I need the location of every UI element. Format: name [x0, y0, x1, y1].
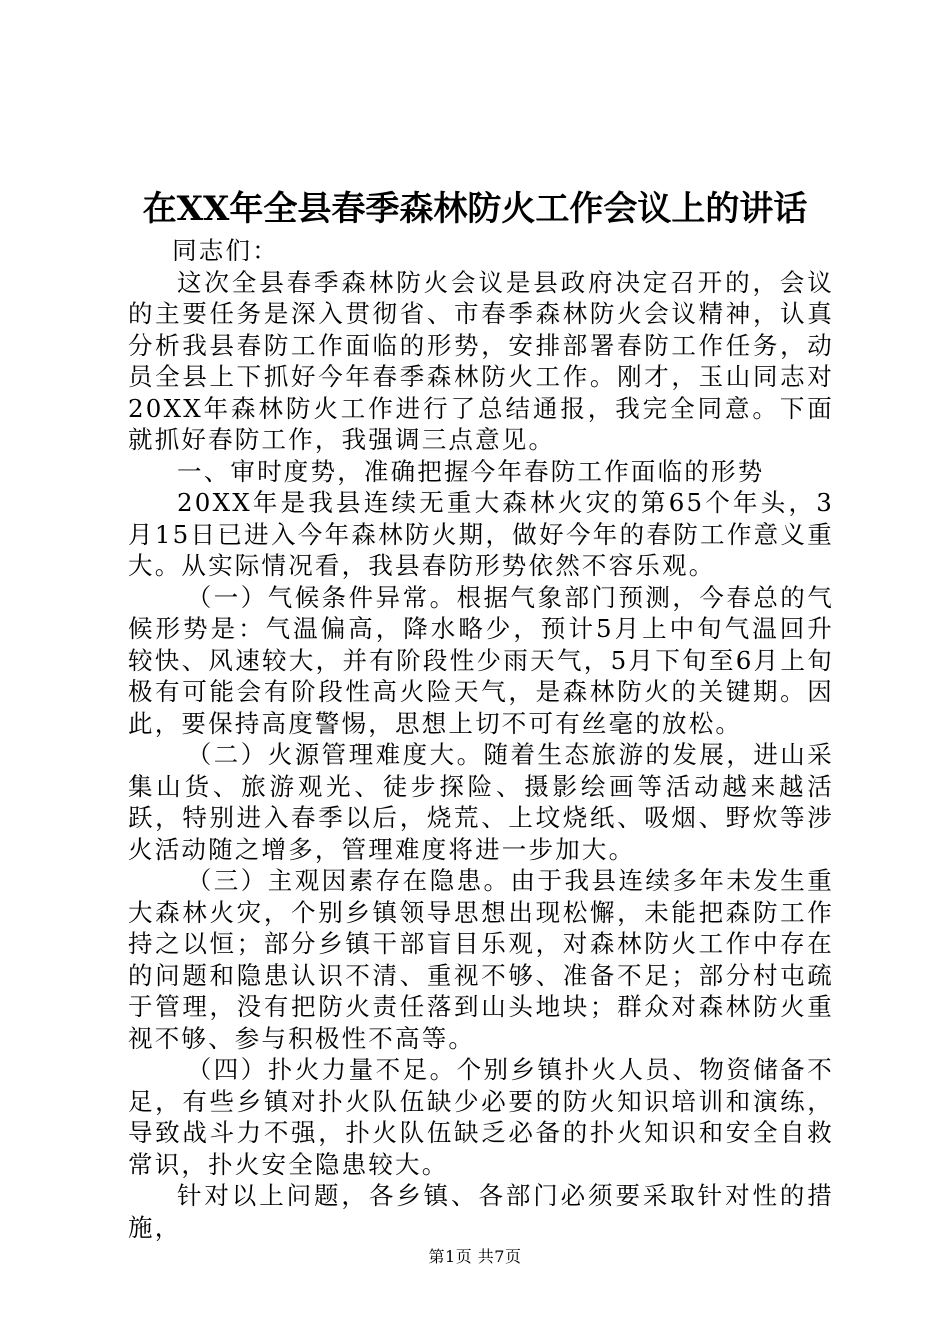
intro-paragraph: 这次全县春季森林防火会议是县政府决定召开的，会议的主要任务是深入贯彻省、市春季森林防火会议精神，认真分析我县春防工作面临的形势，安排部署春防工作任务，动员全县上下抓好今年春季森林防火工作。刚才，玉山同志对20XX年森林防火工作进行了总结通报，我完全同意。下面就抓好春防工作，我强调三点意见。 — [128, 267, 834, 454]
point-one-paragraph: （一）气候条件异常。根据气象部门预测，今春总的气候形势是：气温偏高，降水略少，预计5月上中旬气温回升较快、风速较大，并有阶段性少雨天气，5月下旬至6月上旬极有可能会有阶段性高火险天气，是森林防火的关键期。因此，要保持高度警惕，思想上切不可有丝毫的放松。 — [128, 582, 834, 738]
section-heading: 一、审时度势，准确把握今年春防工作面临的形势 — [177, 456, 765, 486]
situation-paragraph: 20XX年是我县连续无重大森林火灾的第65个年头，3月15日已进入今年森林防火期，做好今年的春防工作意义重大。从实际情况看，我县春防形势依然不容乐观。 — [128, 488, 834, 580]
point-three-paragraph: （三）主观因素存在隐患。由于我县连续多年未发生重大森林火灾，个别乡镇领导思想出现松懈，未能把森防工作持之以恒；部分乡镇干部盲目乐观，对森林防火工作中存在的问题和隐患认识不清、重视不够、准备不足；部分村屯疏于管理，没有把防火责任落到山头地块；群众对森林防火重视不够、参与积极性不高等。 — [128, 866, 834, 1053]
point-two-paragraph: （二）火源管理难度大。随着生态旅游的发展，进山采集山货、旅游观光、徒步探险、摄影绘画等活动越来越活跃，特别进入春季以后，烧荒、上坟烧纸、吸烟、野炊等涉火活动随之增多，管理难度将进一步加大。 — [128, 740, 834, 864]
greeting-paragraph: 同志们： — [172, 236, 279, 265]
document-body — [128, 235, 834, 1243]
document-title: 在XX年全县春季森林防火工作会议上的讲话 — [142, 189, 808, 229]
closing-paragraph: 针对以上问题，各乡镇、各部门必须要采取针对性的措施， — [128, 1181, 834, 1242]
page-number-footer: 第1页 共7页 — [428, 1247, 522, 1266]
point-four-paragraph: （四）扑火力量不足。个别乡镇扑火人员、物资储备不足，有些乡镇对扑火队伍缺少必要的防火知识培训和演练，导致战斗力不强，扑火队伍缺乏必备的扑火知识和安全自救常识，扑火安全隐患较大。 — [128, 1055, 834, 1179]
